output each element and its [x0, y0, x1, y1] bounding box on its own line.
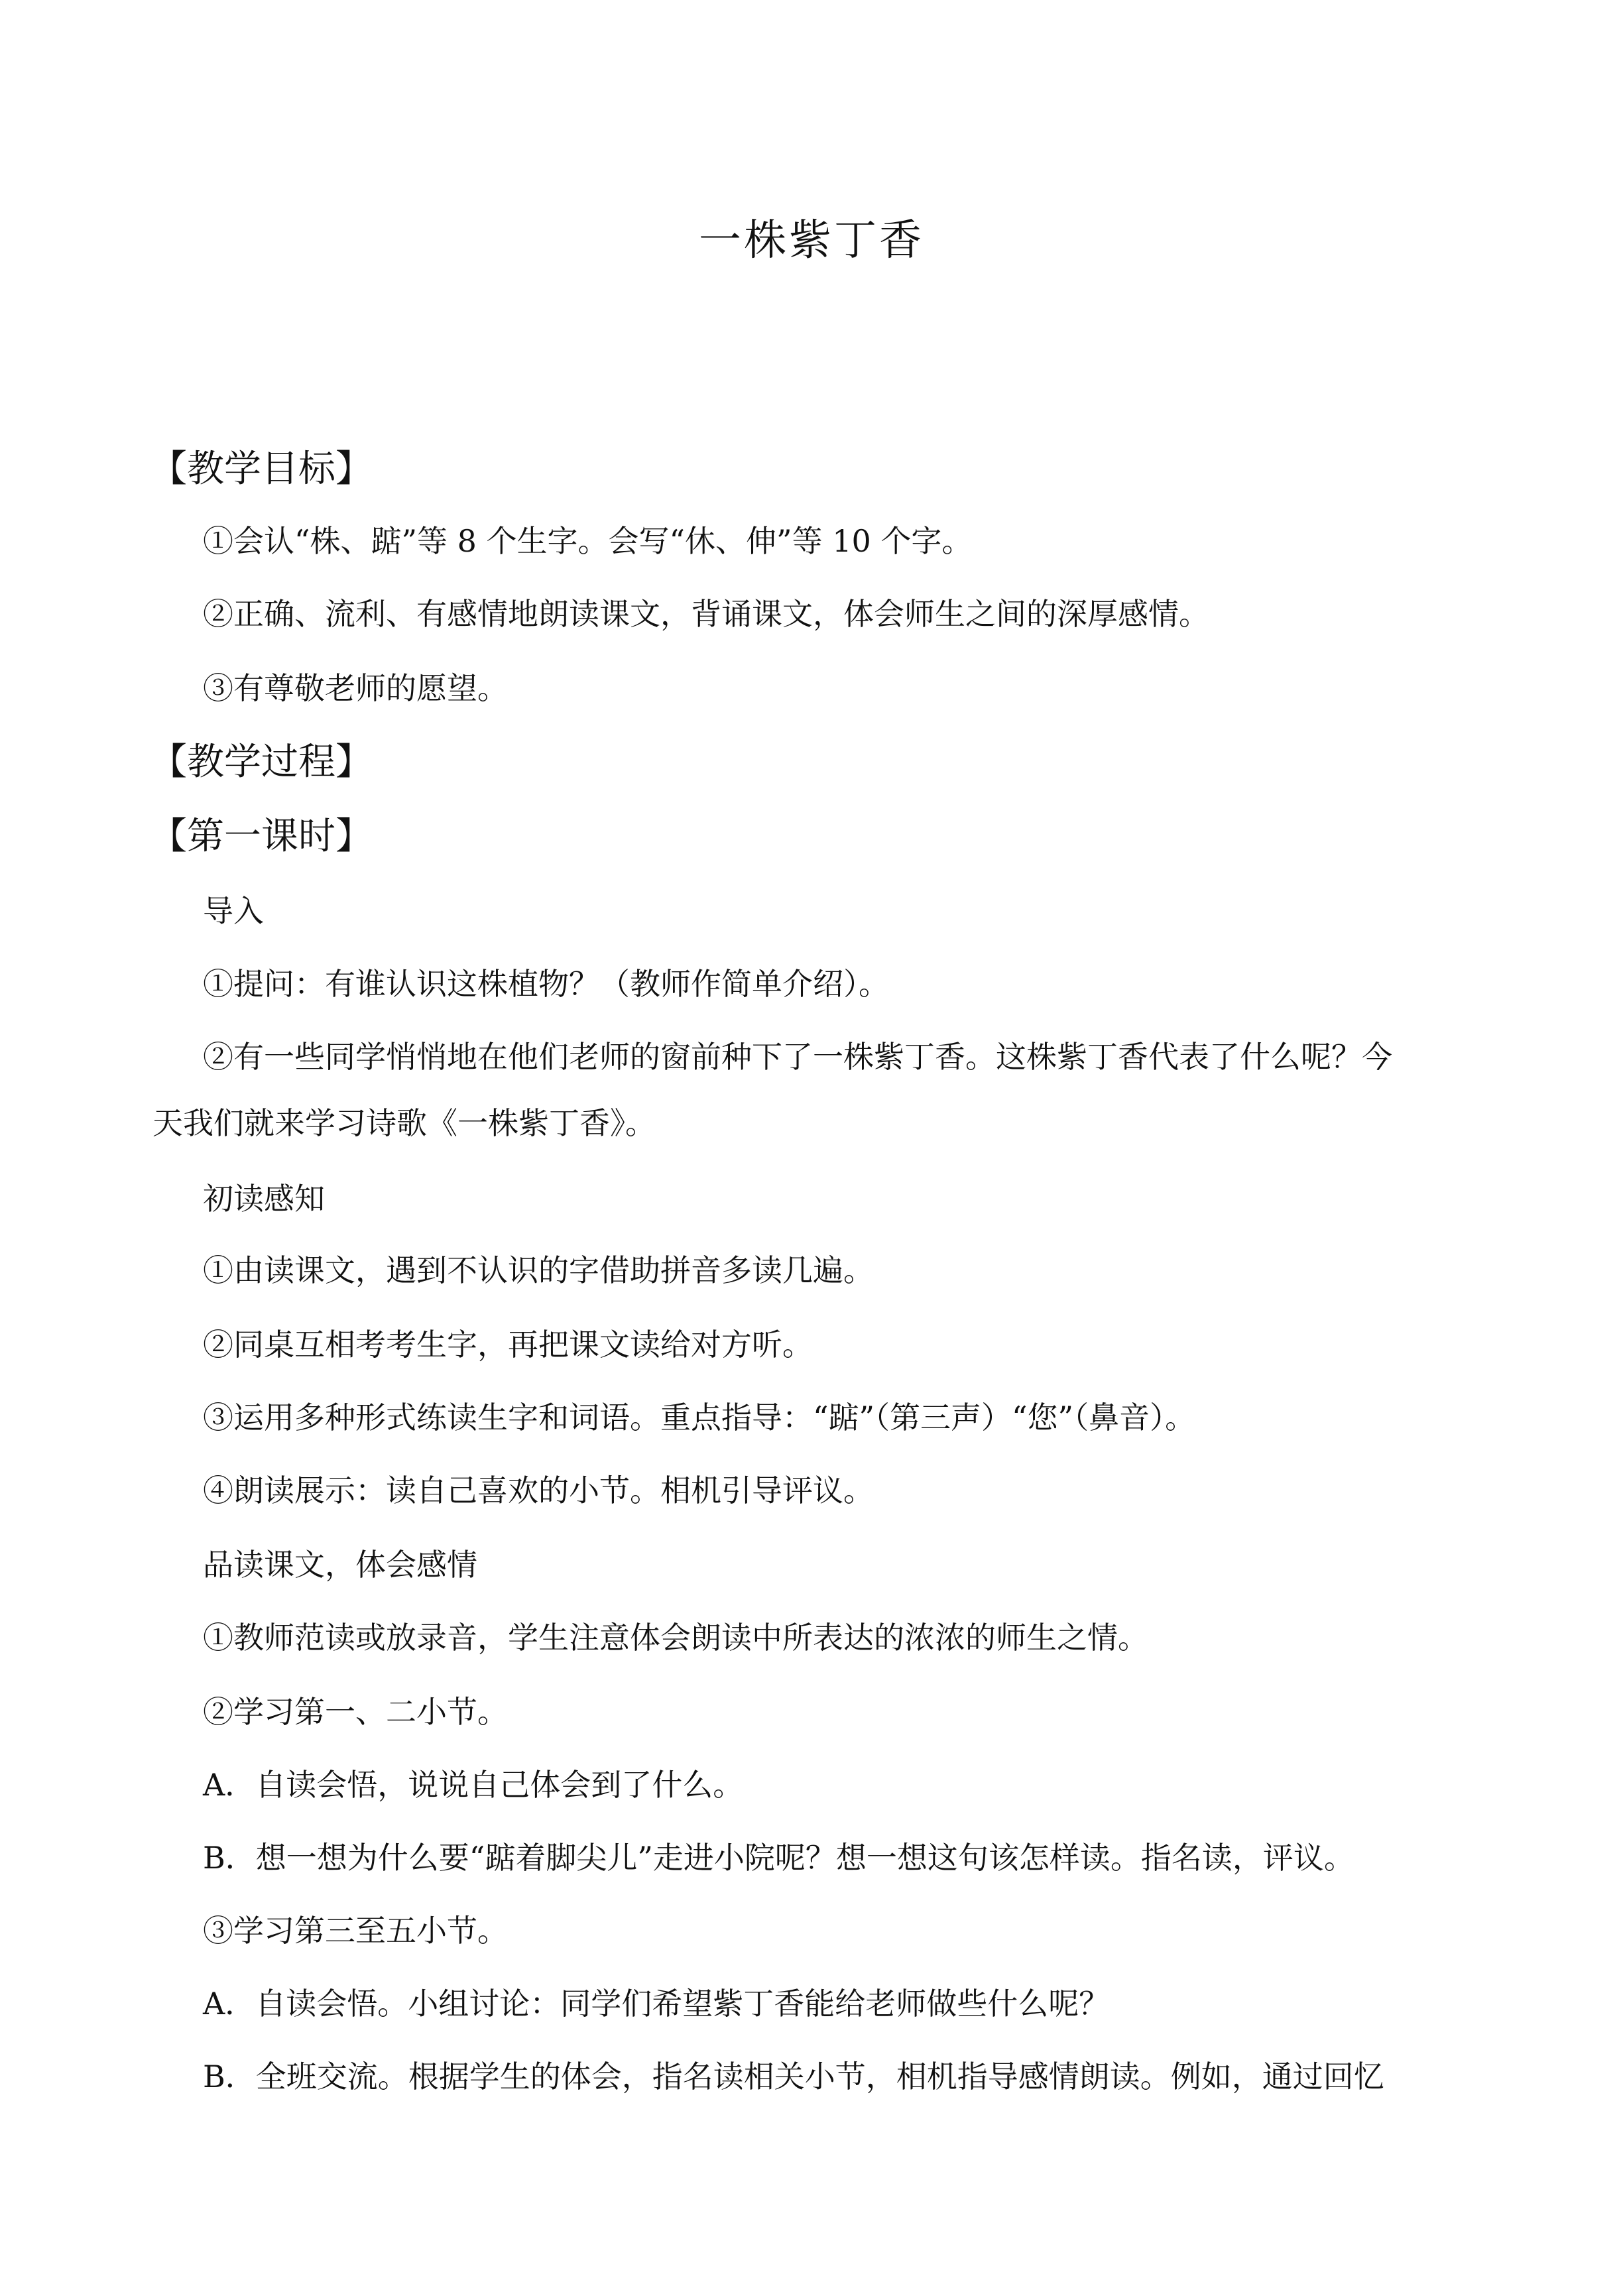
goal-item-3: ③有尊敬老师的愿望。 [203, 670, 508, 706]
appreciate-item-5: ③学习第三至五小节。 [203, 1913, 508, 1949]
first-read-item-2: ②同桌互相考考生字，再把课文读给对方听。 [203, 1327, 813, 1362]
lesson1-heading: 【第一课时】 [150, 815, 373, 858]
appreciate-item-3: A．自读会悟，说说自己体会到了什么。 [203, 1767, 744, 1803]
intro-item-1: ①提问：有谁认识这株植物？（教师作简单介绍）。 [203, 966, 889, 1002]
appreciate-item-4: B．想一想为什么要“踮着脚尖儿”走进小院呢？想一想这句该怎样读。指名读，评议。 [203, 1840, 1354, 1876]
appreciate-item-2: ②学习第一、二小节。 [203, 1694, 508, 1730]
goal-item-1: ①会认“株、踮”等 8 个生字。会写“休、伸”等 10 个字。 [203, 523, 973, 559]
intro-item-2-continued: 天我们就来学习诗歌《一株紫丁香》。 [152, 1105, 656, 1141]
appreciate-item-6: A．自读会悟。小组讨论：同学们希望紫丁香能给老师做些什么呢？ [203, 1986, 1110, 2022]
first-read-label: 初读感知 [203, 1181, 325, 1217]
first-read-item-3: ③运用多种形式练读生字和词语。重点指导：“踮”（第三声）“您”（鼻音）。 [203, 1400, 1196, 1435]
appreciate-item-1: ①教师范读或放录音，学生注意体会朗读中所表达的浓浓的师生之情。 [203, 1620, 1148, 1656]
goals-heading: 【教学目标】 [150, 448, 373, 491]
appreciate-item-7: B．全班交流。根据学生的体会，指名读相关小节，相机指导感情朗读。例如，通过回忆 [203, 2059, 1384, 2094]
first-read-item-4: ④朗读展示：读自己喜欢的小节。相机引导评议。 [203, 1473, 874, 1508]
page-title: 一株紫丁香 [699, 216, 924, 265]
intro-label: 导入 [203, 893, 264, 929]
intro-item-2: ②有一些同学悄悄地在他们老师的窗前种下了一株紫丁香。这株紫丁香代表了什么呢？今 [203, 1039, 1392, 1075]
process-heading: 【教学过程】 [150, 741, 373, 784]
first-read-item-1: ①由读课文，遇到不认识的字借助拼音多读几遍。 [203, 1252, 874, 1288]
goal-item-2: ②正确、流利、有感情地朗读课文，背诵课文，体会师生之间的深厚感情。 [203, 596, 1209, 632]
appreciate-label: 品读课文，体会感情 [203, 1547, 477, 1583]
